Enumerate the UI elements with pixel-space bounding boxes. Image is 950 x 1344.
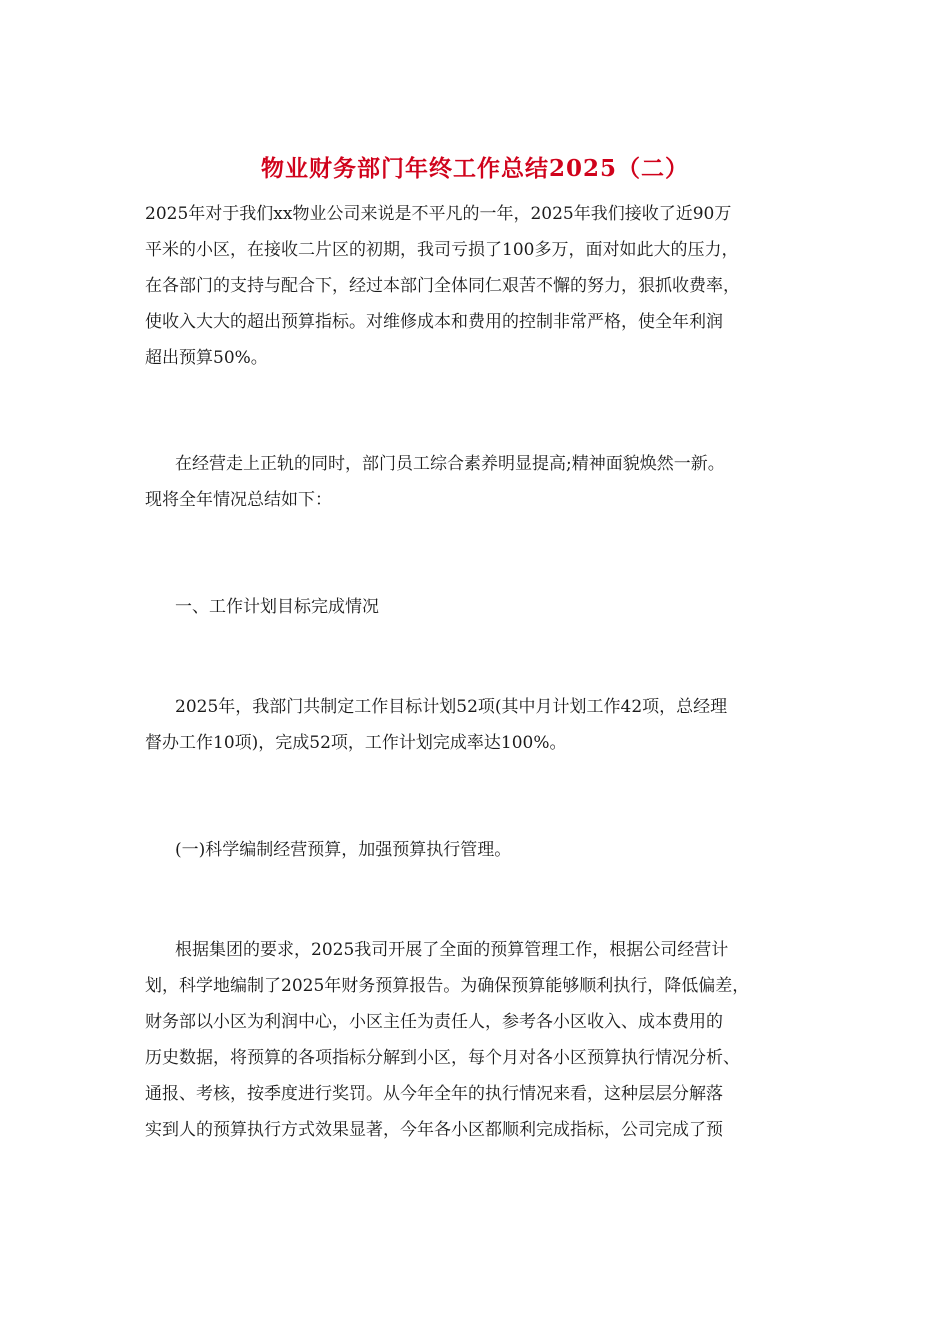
text-line: 现将全年情况总结如下： — [145, 490, 332, 510]
text-line: 督办工作10项)，完成52项，工作计划完成率达100%。 — [145, 733, 567, 753]
document-title: 物业财务部门年终工作总结2025（二） — [260, 155, 689, 182]
paragraph-overview — [145, 446, 805, 518]
text-line: 在经营走上正轨的同时，部门员工综合素养明显提高;精神面貌焕然一新。 — [175, 454, 725, 474]
text-line: 平米的小区，在接收二片区的初期，我司亏损了100多万，面对如此大的压力， — [145, 240, 739, 260]
text-line: 超出预算50%。 — [145, 348, 268, 368]
text-line: 划，科学地编制了2025年财务预算报告。为确保预算能够顺利执行，降低偏差， — [145, 976, 750, 996]
paragraph-budget — [145, 932, 805, 1148]
paragraph-intro — [145, 196, 805, 376]
text-line: 通报、考核，按季度进行奖罚。从今年全年的执行情况来看，这种层层分解落 — [145, 1084, 723, 1104]
text-line: 根据集团的要求，2025我司开展了全面的预算管理工作，根据公司经营计 — [175, 940, 729, 960]
text-line: 财务部以小区为利润中心，小区主任为责任人，参考各小区收入、成本费用的 — [145, 1012, 723, 1032]
text-line: 2025年对于我们xx物业公司来说是不平凡的一年，2025年我们接收了近90万 — [145, 204, 732, 224]
text-line: 历史数据，将预算的各项指标分解到小区，每个月对各小区预算执行情况分析、 — [145, 1048, 740, 1068]
section-heading — [145, 589, 805, 625]
paragraph-plan-completion — [145, 689, 805, 761]
text-line: 在各部门的支持与配合下，经过本部门全体同仁艰苦不懈的努力，狠抓收费率， — [145, 276, 740, 296]
text-line: 使收入大大的超出预算指标。对维修成本和费用的控制非常严格，使全年利润 — [145, 312, 723, 332]
text-line: 2025年，我部门共制定工作目标计划52项(其中月计划工作42项，总经理 — [175, 697, 728, 717]
text-line: (一)科学编制经营预算，加强预算执行管理。 — [175, 840, 512, 860]
text-line: 实到人的预算执行方式效果显著，今年各小区都顺利完成指标，公司完成了预 — [145, 1120, 723, 1140]
text-line: 一、工作计划目标完成情况 — [175, 597, 379, 617]
subsection-heading — [145, 832, 805, 868]
